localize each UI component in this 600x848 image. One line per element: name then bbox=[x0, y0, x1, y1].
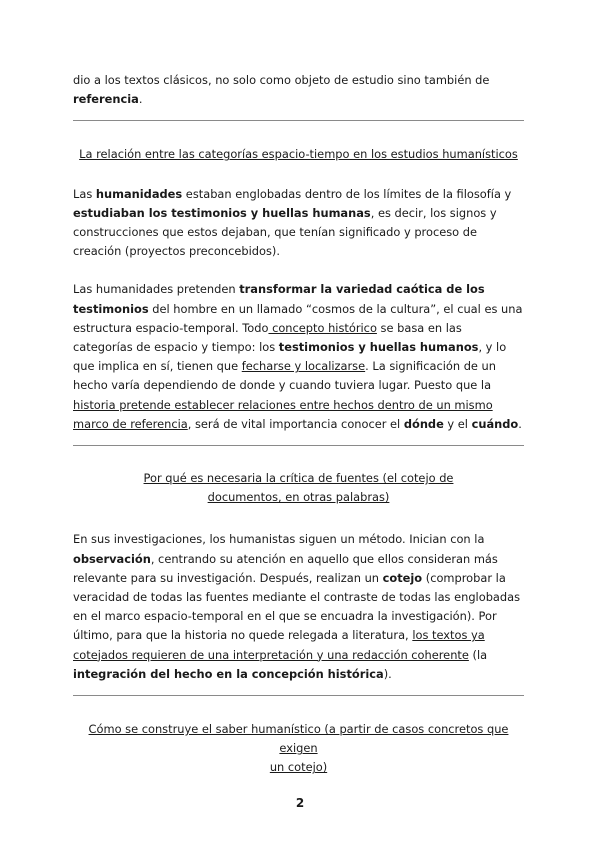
bold-run: testimonios y huellas humanos bbox=[278, 340, 479, 355]
section-heading-espacio-tiempo: La relación entre las categorías espacio-tiempo en los estudios humanísticos bbox=[79, 147, 518, 162]
bold-run: integración del hecho en la concepción histórica bbox=[73, 666, 384, 681]
paragraph-metodo bbox=[73, 530, 524, 684]
text-run: y el bbox=[443, 416, 472, 431]
bold-run: humanidades bbox=[95, 186, 183, 201]
text-run: . bbox=[138, 92, 143, 107]
text-run: , y lo que implica en sí, tienen que bbox=[73, 340, 507, 374]
text-run: estaban englobadas dentro de los límites de la filosofía y bbox=[182, 186, 512, 201]
section-divider bbox=[73, 445, 524, 446]
text-run: . bbox=[518, 416, 522, 431]
section-divider bbox=[73, 695, 524, 696]
page-number: 2 bbox=[295, 796, 305, 810]
text-run: , centrando su atención en aquello que ellos consideran más relevante para su investigación. Después, realizan un bbox=[73, 551, 498, 585]
underlined-run: fecharse y localizarse bbox=[241, 359, 366, 374]
text-run: En sus investigaciones, los humanistas siguen un método. Inician con la bbox=[73, 532, 485, 547]
bold-run: referencia bbox=[73, 92, 139, 107]
heading-line: documentos, en otras palabras) bbox=[207, 490, 390, 505]
underlined-run: historia pretende establecer relaciones entre hechos dentro de un mismo marco de referencia bbox=[73, 397, 493, 431]
section-heading-critica-fuentes bbox=[73, 469, 524, 507]
paragraph-humanidades bbox=[73, 185, 524, 262]
text-run: (comprobar la veracidad de todas las fuentes mediante el contraste de todas las englobadas en el marco espacio-temporal en el que se encuadra la investigación). Por último, para que la historia no quede relegada a literatura, bbox=[73, 570, 521, 643]
section-divider bbox=[73, 120, 524, 121]
intro-paragraph bbox=[73, 71, 524, 109]
heading-line: un cotejo) bbox=[269, 760, 328, 775]
section-heading-saber-humanistico bbox=[73, 720, 524, 778]
text-run: . La significación de un hecho varía dependiendo de donde y cuando tuviera lugar. Puesto que la bbox=[73, 359, 496, 393]
text-run: ). bbox=[383, 666, 392, 681]
heading-line: Cómo se construye el saber humanístico (a partir de casos concretos que exigen bbox=[88, 722, 509, 756]
bold-run: transformar la variedad caótica de los testimonios bbox=[73, 282, 485, 316]
bold-run: cotejo bbox=[382, 570, 423, 585]
text-run: , es decir, los signos y construcciones que estos dejaban, que tenían significado y proceso de creación (proyectos preconcebidos). bbox=[73, 205, 497, 259]
heading-line: Por qué es necesaria la crítica de fuentes (el cotejo de bbox=[143, 471, 454, 486]
underlined-run: los textos ya cotejados requieren de una interpretación y una redacción coherente bbox=[73, 628, 485, 662]
bold-run: estudiaban los testimonios y huellas humanas bbox=[73, 205, 371, 220]
bold-run: dónde bbox=[403, 416, 444, 431]
paragraph-cosmos-cultura bbox=[73, 280, 524, 434]
text-run: se basa en las categorías de espacio y tiempo: los bbox=[73, 320, 462, 355]
text-run: , será de vital importancia conocer el bbox=[187, 416, 404, 431]
text-run: Las humanidades pretenden bbox=[73, 282, 240, 297]
document-page bbox=[73, 71, 524, 778]
text-run: Las bbox=[73, 186, 96, 201]
text-run: (la bbox=[468, 647, 488, 662]
text-run: dio a los textos clásicos, no solo como objeto de estudio sino también de bbox=[73, 73, 490, 87]
bold-run: cuándo bbox=[471, 416, 519, 431]
text-run: del hombre en un llamado “cosmos de la cultura”, el cual es una estructura espacio-temporal. Todo bbox=[73, 301, 523, 335]
underlined-run: concepto histórico bbox=[268, 320, 377, 335]
bold-run: observación bbox=[73, 551, 151, 566]
